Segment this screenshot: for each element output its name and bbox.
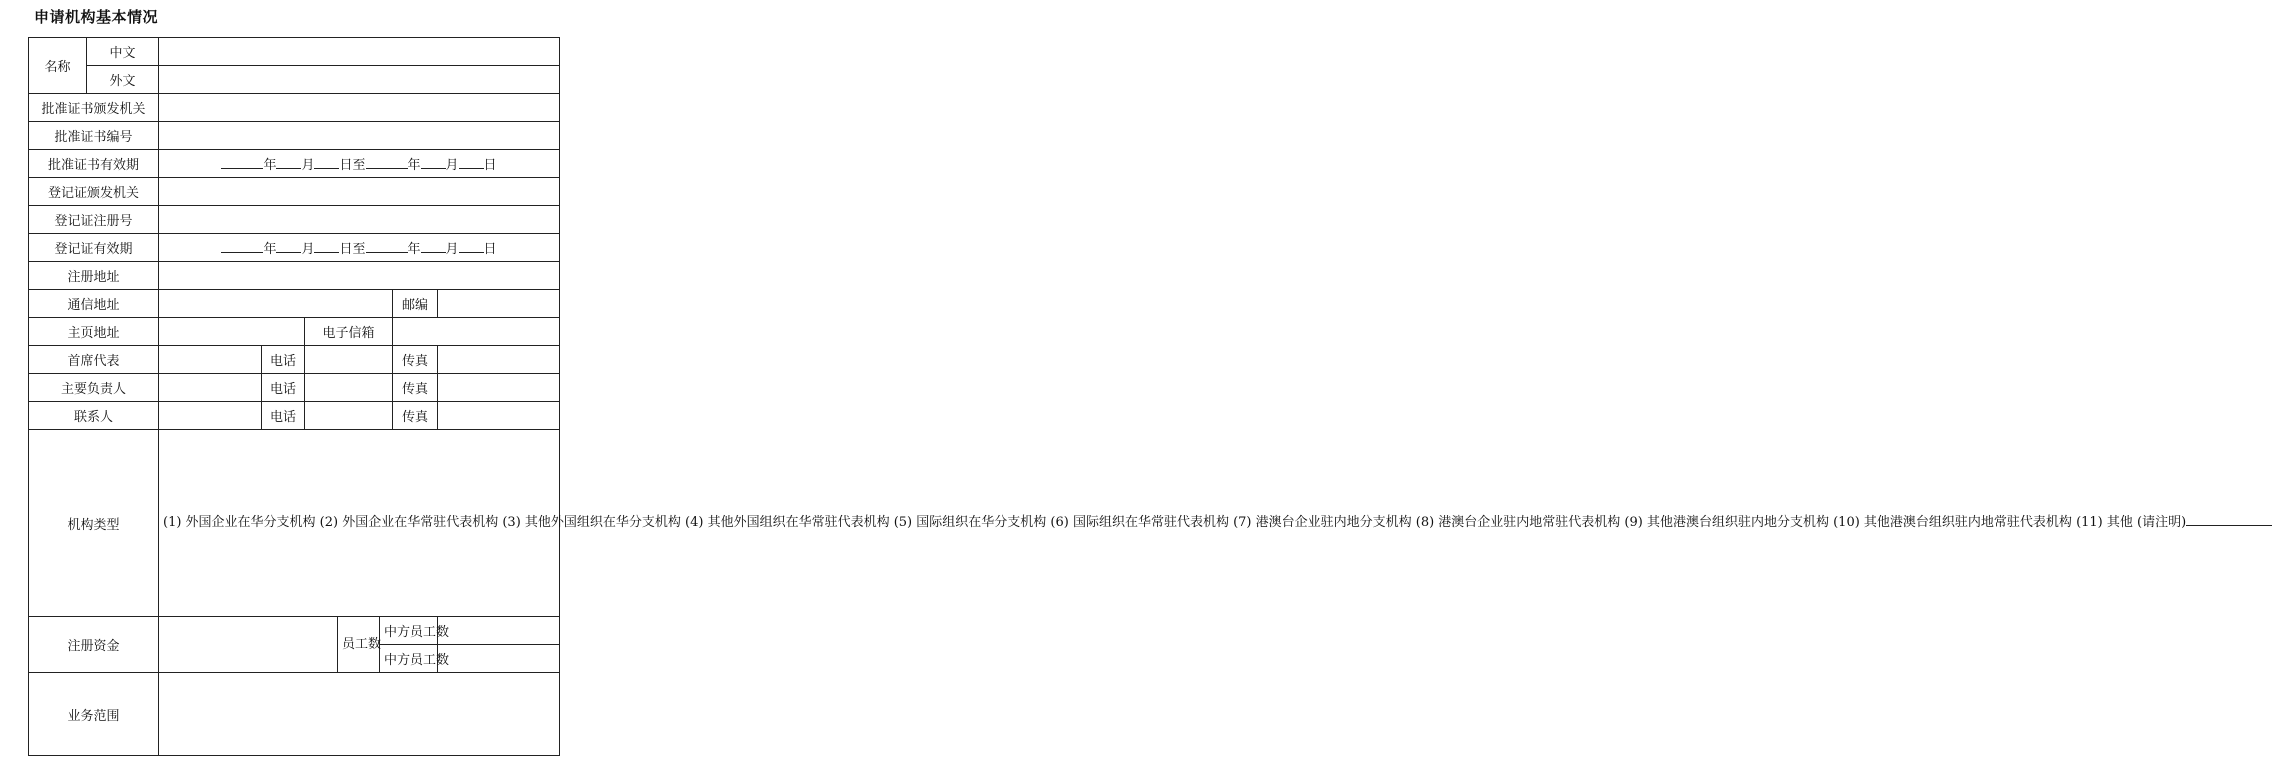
org-type-options-text: (1) 外国企业在华分支机构 (2) 外国企业在华常驻代表机构 (3) 其他外国组织在华分支机构 (4) 其他外国组织在华常驻代表机构 (5) 国际组织在华分支机构 (6) 国际组织在华常驻代表机构 (7) 港澳台企业驻内地分支机构 (8) 港澳台企业驻内地常驻代表机构 (9) 其他港澳台组织驻内地分支机构 (10) 其他港澳台组织驻内地常驻代表机构 (11) 其他 (请注明)	[163, 515, 2187, 531]
blank-end-day[interactable]	[459, 155, 484, 169]
day-text: 日	[483, 158, 497, 173]
phone-label: 电话	[262, 402, 305, 430]
blank-end-month[interactable]	[421, 155, 446, 169]
reg-capital-field[interactable]	[159, 617, 338, 673]
chief-rep-fax-field[interactable]	[438, 346, 560, 374]
row-name-foreign	[29, 66, 560, 94]
chief-rep-phone-field[interactable]	[305, 346, 393, 374]
principal-field[interactable]	[159, 374, 262, 402]
blank-start-month[interactable]	[276, 239, 301, 253]
row-chief-rep	[29, 346, 560, 374]
application-form-table	[28, 37, 2187, 756]
contact-fax-field[interactable]	[438, 402, 560, 430]
business-scope-label: 业务范围	[29, 673, 159, 756]
row-approval-validity	[29, 150, 560, 178]
contact-field[interactable]	[159, 402, 262, 430]
row-principal	[29, 374, 560, 402]
day-to-text: 日至	[339, 242, 366, 257]
email-field[interactable]	[393, 318, 560, 346]
reg-address-label: 注册地址	[29, 262, 159, 290]
business-scope-field[interactable]	[159, 673, 560, 756]
row-capital-1	[29, 617, 560, 645]
year-text: 年	[407, 158, 421, 173]
blank-start-day[interactable]	[314, 239, 339, 253]
row-reg-issuer	[29, 178, 560, 206]
reg-address-field[interactable]	[159, 262, 560, 290]
blank-end-year[interactable]	[366, 239, 408, 253]
blank-start-year[interactable]	[221, 239, 263, 253]
name-cn-label: 中文	[87, 38, 159, 66]
row-approval-number	[29, 122, 560, 150]
reg-issuer-label: 登记证颁发机关	[29, 178, 159, 206]
homepage-field[interactable]	[159, 318, 305, 346]
day-to-text: 日至	[339, 158, 366, 173]
month-text: 月	[445, 242, 459, 257]
row-name-cn	[29, 38, 560, 66]
contact-label: 联系人	[29, 402, 159, 430]
chief-rep-label: 首席代表	[29, 346, 159, 374]
approval-issuer-field[interactable]	[159, 94, 560, 122]
year-text: 年	[407, 242, 421, 257]
year-text: 年	[263, 158, 277, 173]
mail-address-label: 通信地址	[29, 290, 159, 318]
postcode-field[interactable]	[438, 290, 560, 318]
name-cn-field[interactable]	[159, 38, 560, 66]
year-text: 年	[263, 242, 277, 257]
contact-phone-field[interactable]	[305, 402, 393, 430]
other-specify-blank[interactable]	[2186, 512, 2272, 526]
approval-number-label: 批准证书编号	[29, 122, 159, 150]
name-foreign-label: 外文	[87, 66, 159, 94]
month-text: 月	[301, 158, 315, 173]
org-type-label: 机构类型	[29, 430, 159, 617]
fax-label: 传真	[393, 374, 438, 402]
page-title: 申请机构基本情况	[34, 8, 159, 26]
staff-chinese-field[interactable]	[438, 617, 560, 645]
row-approval-issuer	[29, 94, 560, 122]
approval-validity-label: 批准证书有效期	[29, 150, 159, 178]
reg-number-label: 登记证注册号	[29, 206, 159, 234]
approval-validity-field[interactable]	[159, 150, 560, 178]
month-text: 月	[445, 158, 459, 173]
approval-number-field[interactable]	[159, 122, 560, 150]
staff-count-label: 员工数	[338, 617, 380, 673]
row-reg-number	[29, 206, 560, 234]
staff-foreign-field[interactable]	[438, 645, 560, 673]
principal-fax-field[interactable]	[438, 374, 560, 402]
row-contact	[29, 402, 560, 430]
phone-label: 电话	[262, 374, 305, 402]
blank-start-year[interactable]	[221, 155, 263, 169]
phone-label: 电话	[262, 346, 305, 374]
row-reg-validity	[29, 234, 560, 262]
blank-end-year[interactable]	[366, 155, 408, 169]
blank-start-day[interactable]	[314, 155, 339, 169]
staff-chinese-label: 中方员工数	[380, 617, 438, 645]
name-label: 名称	[29, 38, 87, 94]
row-homepage	[29, 318, 560, 346]
reg-capital-label: 注册资金	[29, 617, 159, 673]
approval-issuer-label: 批准证书颁发机关	[29, 94, 159, 122]
blank-start-month[interactable]	[276, 155, 301, 169]
principal-label: 主要负责人	[29, 374, 159, 402]
chief-rep-field[interactable]	[159, 346, 262, 374]
row-reg-address	[29, 262, 560, 290]
fax-label: 传真	[393, 402, 438, 430]
principal-phone-field[interactable]	[305, 374, 393, 402]
row-business-scope	[29, 673, 560, 756]
homepage-label: 主页地址	[29, 318, 159, 346]
reg-issuer-field[interactable]	[159, 178, 560, 206]
day-text: 日	[483, 242, 497, 257]
blank-end-day[interactable]	[459, 239, 484, 253]
name-foreign-field[interactable]	[159, 66, 560, 94]
postcode-label: 邮编	[393, 290, 438, 318]
email-label: 电子信箱	[305, 318, 393, 346]
reg-validity-label: 登记证有效期	[29, 234, 159, 262]
row-org-type	[29, 430, 560, 617]
fax-label: 传真	[393, 346, 438, 374]
month-text: 月	[301, 242, 315, 257]
mail-address-field[interactable]	[159, 290, 393, 318]
row-mail-address	[29, 290, 560, 318]
staff-foreign-label: 中方员工数	[380, 645, 438, 673]
reg-number-field[interactable]	[159, 206, 560, 234]
reg-validity-field[interactable]	[159, 234, 560, 262]
org-type-options[interactable]	[159, 430, 2187, 617]
blank-end-month[interactable]	[421, 239, 446, 253]
